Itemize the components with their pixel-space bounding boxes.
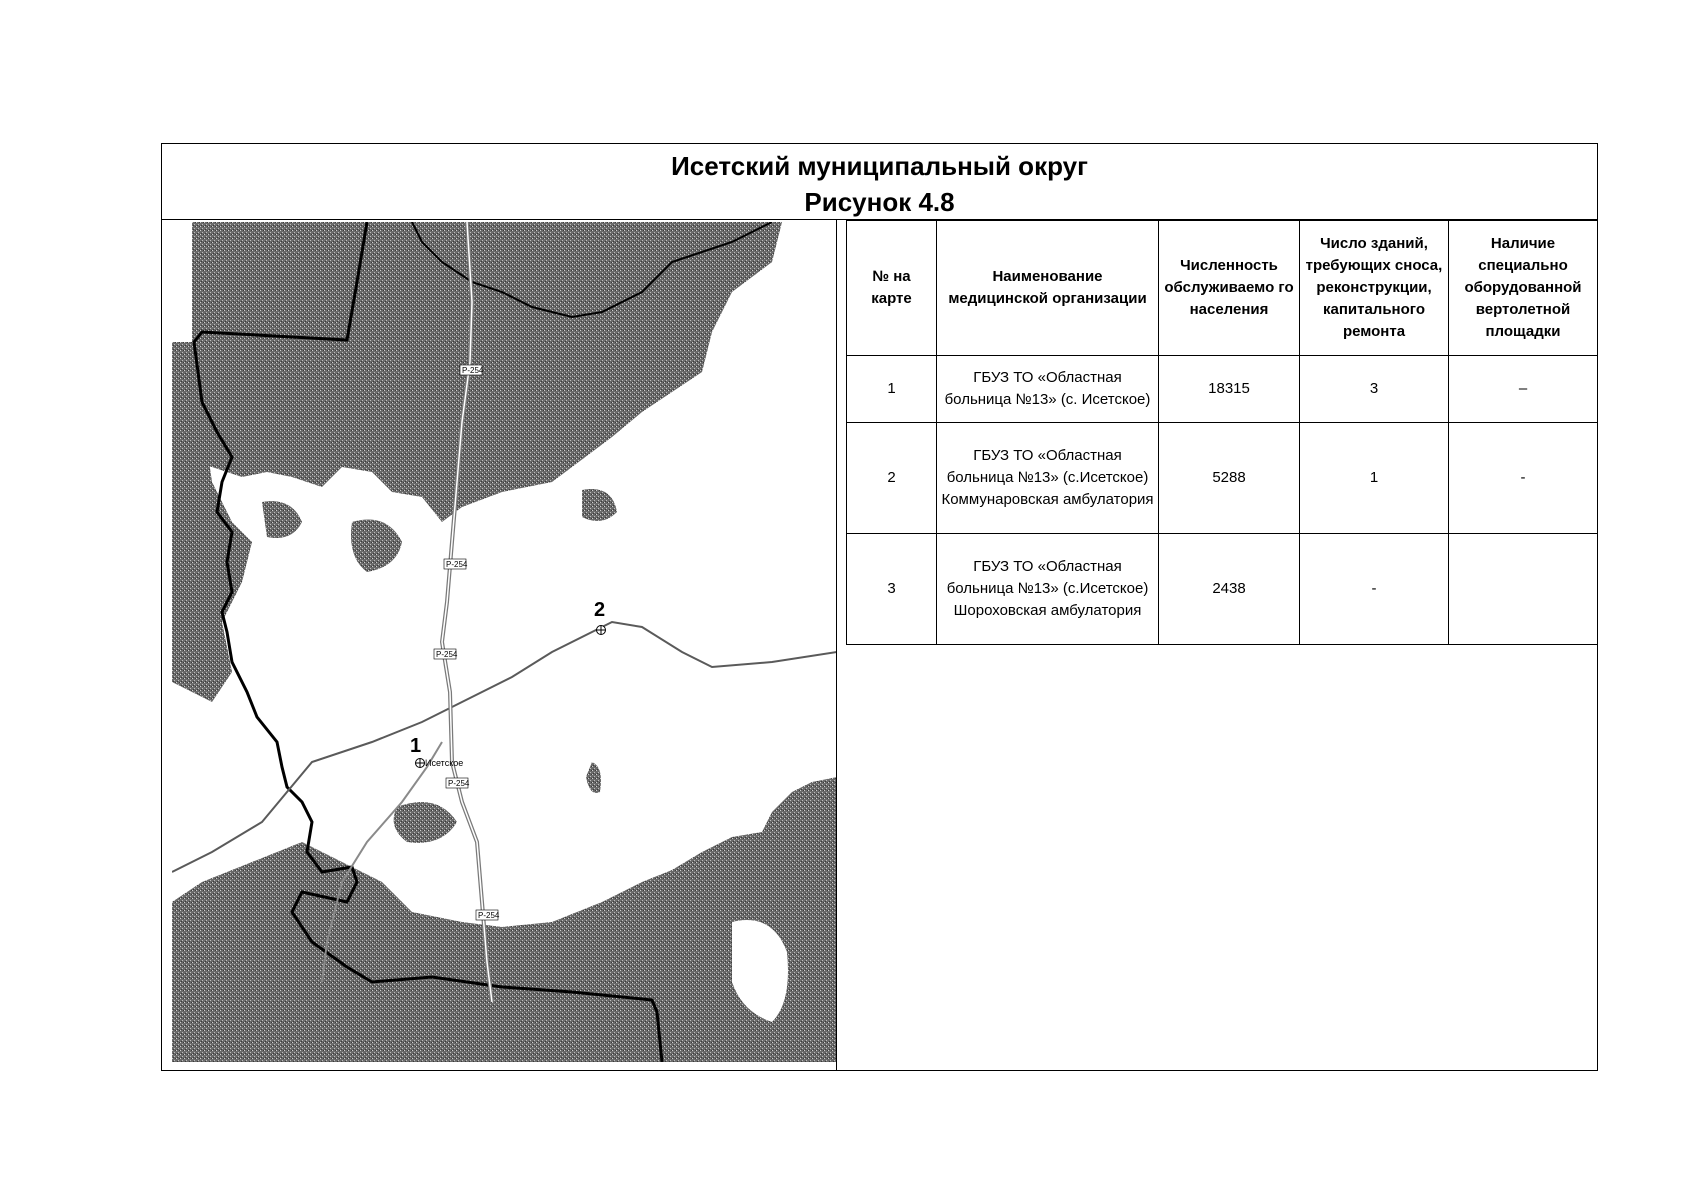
table-row bbox=[847, 356, 1598, 423]
header-buildings: Число зданий, требующих сноса, реконструкции, капитального ремонта bbox=[1300, 221, 1449, 356]
header-map-number: № на карте bbox=[847, 221, 937, 356]
cell-population: 5288 bbox=[1159, 423, 1300, 534]
marker-1-label: 1 bbox=[410, 735, 422, 757]
cell-organization: ГБУЗ ТО «Областная больница №13» (с.Исетское) Шороховская амбулатория bbox=[937, 534, 1159, 645]
cell-buildings: 3 bbox=[1300, 356, 1449, 423]
header-organization: Наименование медицинской организации bbox=[937, 221, 1159, 356]
table-row bbox=[847, 423, 1598, 534]
settlement-label: Исетское bbox=[425, 758, 464, 768]
title-block bbox=[162, 144, 1597, 220]
cell-helipad bbox=[1449, 534, 1598, 645]
road-label-4: Р-254 bbox=[448, 779, 470, 788]
table-row bbox=[847, 534, 1598, 645]
cell-number: 1 bbox=[847, 356, 937, 423]
cell-population: 18315 bbox=[1159, 356, 1300, 423]
cell-helipad: – bbox=[1449, 356, 1598, 423]
facility-table-panel bbox=[846, 220, 1597, 645]
road-label-1: Р-254 bbox=[462, 366, 484, 375]
cell-population: 2438 bbox=[1159, 534, 1300, 645]
cell-number: 2 bbox=[847, 423, 937, 534]
cell-buildings: 1 bbox=[1300, 423, 1449, 534]
cell-helipad: - bbox=[1449, 423, 1598, 534]
road-label-3: Р-254 bbox=[436, 650, 458, 659]
figure-number: Рисунок 4.8 bbox=[804, 187, 955, 217]
header-helipad: Наличие специально оборудованной вертолетной площадки bbox=[1449, 221, 1598, 356]
cell-buildings: - bbox=[1300, 534, 1449, 645]
figure-frame bbox=[161, 143, 1598, 1071]
cell-organization: ГБУЗ ТО «Областная больница №13» (с.Исетское) Коммунаровская амбулатория bbox=[937, 423, 1159, 534]
map-panel bbox=[162, 220, 837, 1070]
cell-organization: ГБУЗ ТО «Областная больница №13» (с. Исетское) bbox=[937, 356, 1159, 423]
facility-table bbox=[846, 220, 1598, 645]
road-label-2: Р-254 bbox=[446, 560, 468, 569]
cell-number: 3 bbox=[847, 534, 937, 645]
road-label-5: Р-254 bbox=[478, 911, 500, 920]
header-population: Численность обслуживаемо го населения bbox=[1159, 221, 1300, 356]
table-header-row bbox=[847, 221, 1598, 356]
figure-title: Исетский муниципальный округ bbox=[671, 151, 1088, 181]
marker-2-label: 2 bbox=[594, 599, 606, 621]
district-map bbox=[172, 222, 837, 1062]
